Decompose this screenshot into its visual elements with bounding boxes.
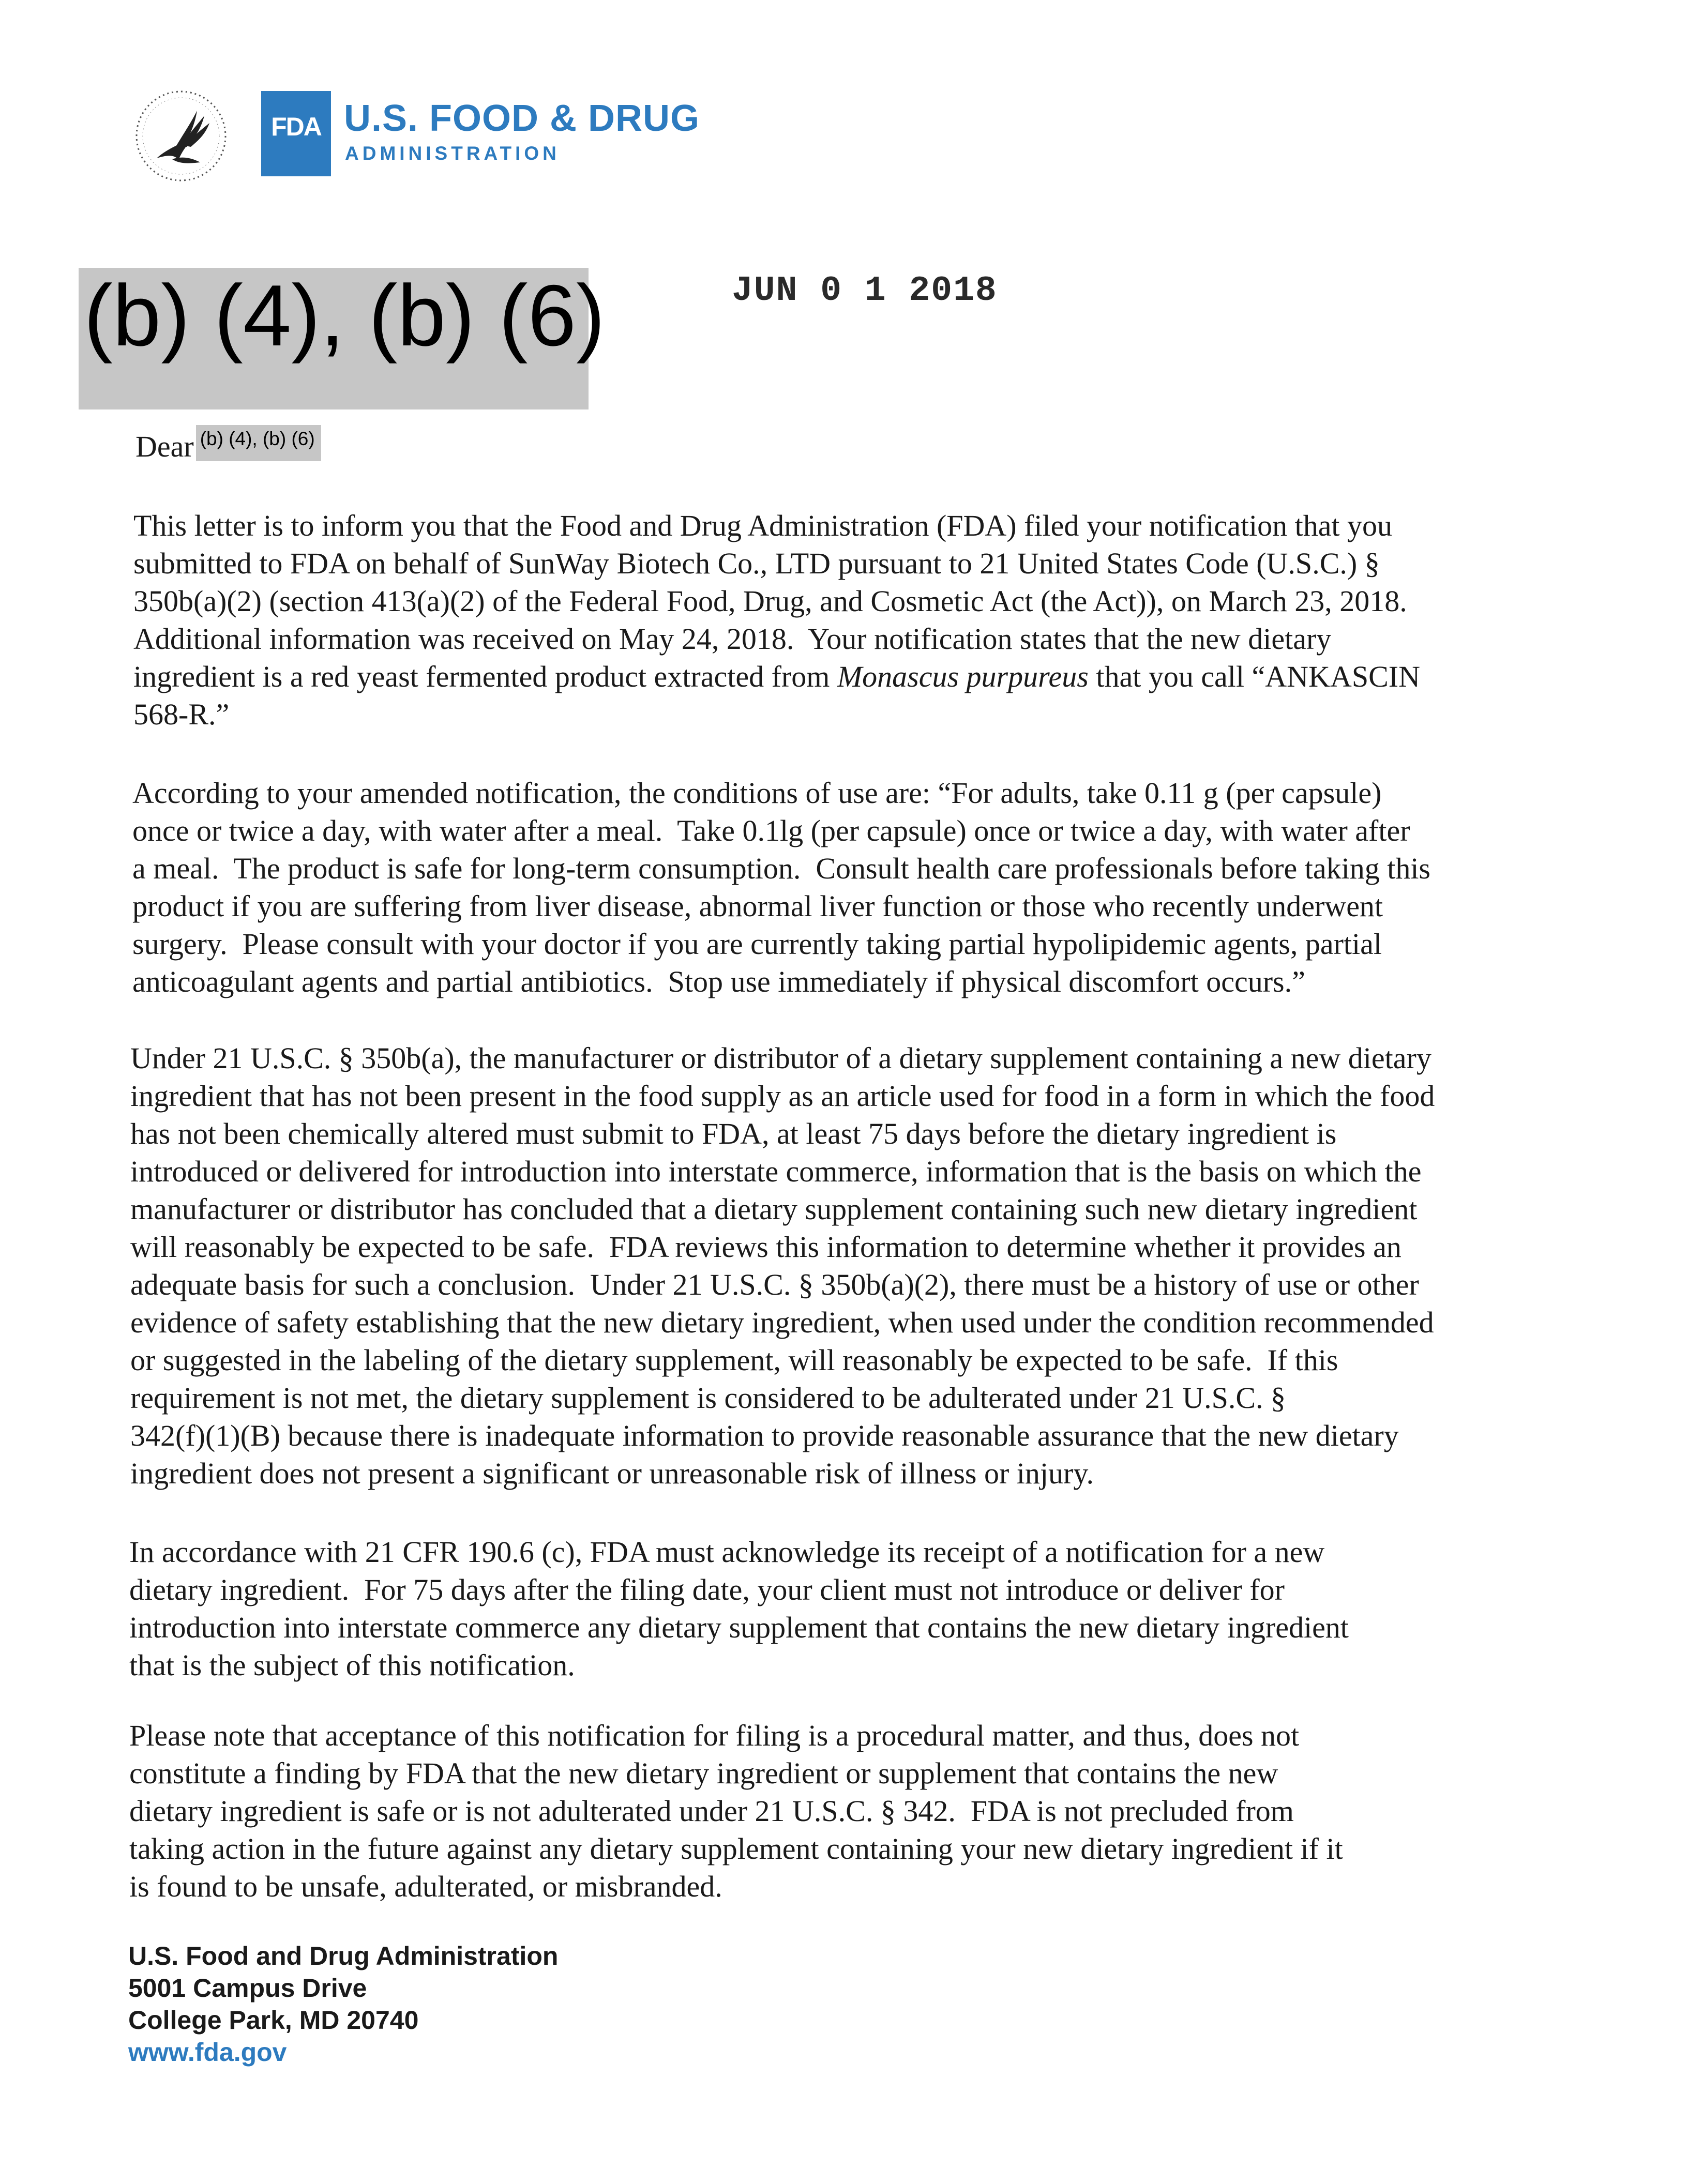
salutation-word: Dear <box>135 430 194 463</box>
paragraph-line: dietary ingredient is safe or is not adulterated under 21 U.S.C. § 342. FDA is not precluded from <box>129 1794 1294 1828</box>
paragraph-line: 568-R.” <box>133 697 230 731</box>
paragraph-line: that is the subject of this notification. <box>129 1648 575 1682</box>
paragraph-line: is found to be unsafe, adulterated, or misbranded. <box>129 1870 722 1903</box>
salutation-redaction: (b) (4), (b) (6) <box>196 425 321 461</box>
hhs-eagle-seal-icon <box>132 87 230 185</box>
paragraph-line-tail: that you call “ANKASCIN <box>1088 660 1420 693</box>
footer-website-link[interactable]: www.fda.gov <box>128 2038 287 2067</box>
paragraph-line: introduced or delivered for introduction into interstate commerce, information that is the basis on which the <box>130 1155 1422 1188</box>
paragraph-line: In accordance with 21 CFR 190.6 (c), FDA must acknowledge its receipt of a notification for a new <box>129 1535 1325 1569</box>
letterhead <box>132 82 701 185</box>
paragraph-line: 350b(a)(2) (section 413(a)(2) of the Federal Food, Drug, and Cosmetic Act (the Act)), on March 23, 2018. <box>133 584 1407 618</box>
paragraph-line: surgery. Please consult with your doctor if you are currently taking partial hypolipidemic agents, partial <box>132 927 1382 961</box>
date-stamp: JUN 0 1 2018 <box>732 271 998 311</box>
footer-org: U.S. Food and Drug Administration <box>128 1942 559 1970</box>
paragraph-line: Additional information was received on May 24, 2018. Your notification states that the new dietary <box>133 622 1332 656</box>
recipient-redaction: (b) (4), (b) (6) <box>79 268 589 410</box>
footer-address <box>128 1940 558 2068</box>
paragraph-line: anticoagulant agents and partial antibiotics. Stop use immediately if physical discomfort occurs.” <box>132 965 1305 998</box>
agency-name: U.S. FOOD & DRUG <box>344 98 700 139</box>
paragraph-line: ingredient does not present a significant or unreasonable risk of illness or injury. <box>130 1457 1094 1490</box>
paragraph-line: Please note that acceptance of this notification for filing is a procedural matter, and thus, does not <box>129 1719 1300 1752</box>
fda-logo-text: FDA <box>271 112 321 141</box>
species-name: Monascus purpureus <box>837 660 1089 693</box>
salutation <box>135 429 321 464</box>
paragraph-line: once or twice a day, with water after a meal. Take 0.1lg (per capsule) once or twice a day, with water after <box>132 814 1410 847</box>
paragraph-line: evidence of safety establishing that the new dietary ingredient, when used under the condition recommended <box>130 1306 1434 1339</box>
paragraph-line: constitute a finding by FDA that the new dietary ingredient or supplement that contains the new <box>129 1756 1278 1790</box>
paragraph-3 <box>130 1039 1594 1492</box>
paragraph-line: adequate basis for such a conclusion. Under 21 U.S.C. § 350b(a)(2), there must be a history of use or other <box>130 1268 1419 1301</box>
paragraph-line: introduction into interstate commerce any dietary supplement that contains the new dietary ingredient <box>129 1611 1349 1644</box>
paragraph-line: a meal. The product is safe for long-term consumption. Consult health care professionals before taking this <box>132 852 1431 885</box>
paragraph-1 <box>133 507 1597 733</box>
paragraph-line: Under 21 U.S.C. § 350b(a), the manufacturer or distributor of a dietary supplement containing a new dietary <box>130 1041 1431 1075</box>
paragraph-line: dietary ingredient. For 75 days after the filing date, your client must not introduce or deliver for <box>129 1573 1285 1606</box>
paragraph-line: manufacturer or distributor has concluded that a dietary supplement containing such new dietary ingredient <box>130 1192 1418 1226</box>
agency-subtitle: ADMINISTRATION <box>345 143 560 164</box>
paragraph-line: requirement is not met, the dietary supplement is considered to be adulterated under 21 U.S.C. § <box>130 1381 1286 1415</box>
paragraph-line: ingredient is a red yeast fermented product extracted from <box>133 660 837 693</box>
paragraph-4 <box>129 1533 1593 1684</box>
fda-logo-box <box>261 91 331 176</box>
paragraph-line: product if you are suffering from liver disease, abnormal liver function or those who recently underwent <box>132 889 1383 923</box>
footer-street: 5001 Campus Drive <box>128 1974 367 2003</box>
paragraph-2 <box>132 774 1596 1000</box>
paragraph-line: will reasonably be expected to be safe. FDA reviews this information to determine whether it provides an <box>130 1230 1401 1264</box>
paragraph-5 <box>129 1717 1593 1905</box>
paragraph-line: This letter is to inform you that the Food and Drug Administration (FDA) filed your notification that you <box>133 509 1393 542</box>
paragraph-line: or suggested in the labeling of the dietary supplement, will reasonably be expected to be safe. If this <box>130 1343 1338 1377</box>
footer-city: College Park, MD 20740 <box>128 2006 419 2035</box>
paragraph-line: taking action in the future against any dietary supplement containing your new dietary ingredient if it <box>129 1832 1343 1866</box>
paragraph-line: has not been chemically altered must submit to FDA, at least 75 days before the dietary ingredient is <box>130 1117 1337 1150</box>
paragraph-line: According to your amended notification, the conditions of use are: “For adults, take 0.11 g (per capsule) <box>132 776 1382 810</box>
paragraph-line: ingredient that has not been present in the food supply as an article used for food in a form in which the food <box>130 1079 1435 1113</box>
paragraph-line: 342(f)(1)(B) because there is inadequate information to provide reasonable assurance that the new dietary <box>130 1419 1399 1452</box>
paragraph-line: submitted to FDA on behalf of SunWay Biotech Co., LTD pursuant to 21 United States Code (U.S.C.) § <box>133 547 1380 580</box>
